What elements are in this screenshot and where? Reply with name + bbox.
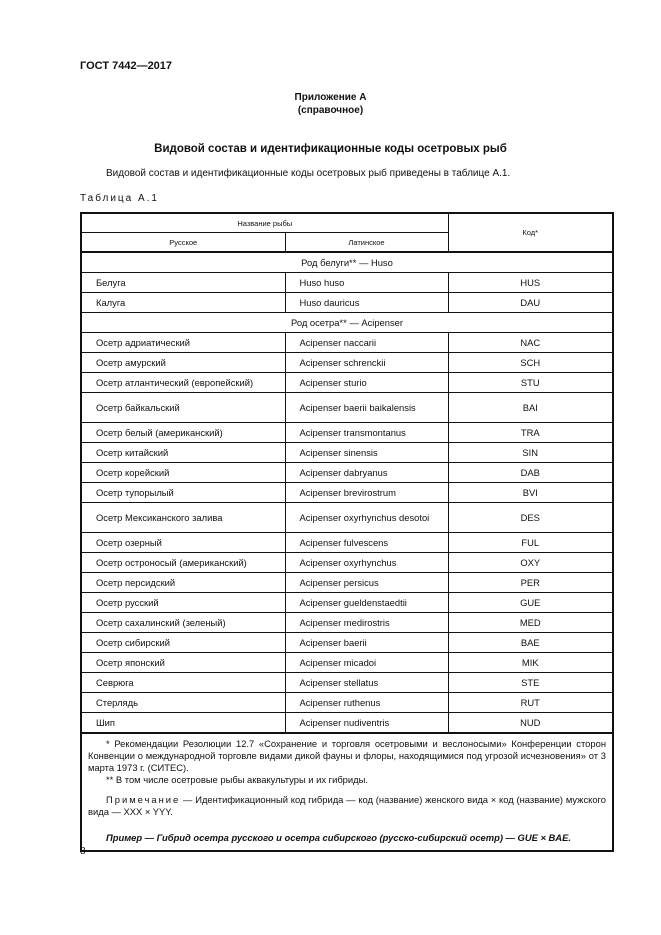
header-russian: Русское: [81, 233, 285, 253]
table-row: [81, 553, 613, 573]
latin-name: Acipenser oxyrhynchus: [285, 553, 448, 573]
latin-name: Acipenser brevirostrum: [285, 483, 448, 503]
section-title: Видовой состав и идентификационные коды осетровых рыб: [154, 143, 507, 155]
footnote-2: ** В том числе осетровые рыбы аквакультуры и их гибриды.: [106, 774, 368, 785]
russian-name: Осетр атлантический (европейский): [81, 373, 285, 393]
species-code: MED: [448, 613, 613, 633]
table-row: [81, 503, 613, 533]
russian-name: Осетр корейский: [81, 463, 285, 483]
species-code: BAE: [448, 633, 613, 653]
latin-name: Acipenser baerii: [285, 633, 448, 653]
latin-name: Acipenser sturio: [285, 373, 448, 393]
table-row: [81, 653, 613, 673]
species-code: STE: [448, 673, 613, 693]
header-code: Код*: [448, 213, 613, 252]
species-code: DES: [448, 503, 613, 533]
latin-name: Acipenser micadoi: [285, 653, 448, 673]
species-code: DAU: [448, 293, 613, 313]
group-header: Род осетра** — Acipenser: [81, 313, 613, 333]
table-row: [81, 573, 613, 593]
species-code: TRA: [448, 423, 613, 443]
species-code: BVI: [448, 483, 613, 503]
russian-name: Осетр русский: [81, 593, 285, 613]
table-row: [81, 353, 613, 373]
species-code: NAC: [448, 333, 613, 353]
species-code: STU: [448, 373, 613, 393]
table-note: [88, 794, 606, 818]
latin-name: Acipenser naccarii: [285, 333, 448, 353]
latin-name: Acipenser schrenckii: [285, 353, 448, 373]
note-text: — Идентификационный код гибрида — код (название) женского вида × код (название) мужского вида — XXX × YYY.: [88, 794, 606, 817]
table-row: [81, 483, 613, 503]
table-row: [81, 593, 613, 613]
species-table: [80, 212, 614, 852]
latin-name: Huso dauricus: [285, 293, 448, 313]
table-row: [81, 693, 613, 713]
latin-name: Acipenser persicus: [285, 573, 448, 593]
footnote-1: * Рекомендации Резолюции 12.7 «Сохранение и торговля осетровыми и веслоносыми» Конференции сторон Конвенции о международной торговле видами дикой фауны и флоры, находящимися под угрозой исчезновения» от 3 марта 1973 г. (СИТЕС).: [88, 738, 606, 773]
latin-name: Acipenser stellatus: [285, 673, 448, 693]
russian-name: Осетр Мексиканского залива: [81, 503, 285, 533]
intro-text: Видовой состав и идентификационные коды осетровых рыб приведены в таблице А.1.: [106, 168, 511, 179]
species-code: SIN: [448, 443, 613, 463]
latin-name: Acipenser medirostris: [285, 613, 448, 633]
russian-name: Шип: [81, 713, 285, 734]
russian-name: Осетр озерный: [81, 533, 285, 553]
appendix-subtitle: (справочное): [297, 105, 364, 116]
table-row: [81, 533, 613, 553]
russian-name: Осетр остроносый (американский): [81, 553, 285, 573]
latin-name: Acipenser baerii baikalensis: [285, 393, 448, 423]
table-row: [81, 293, 613, 313]
russian-name: Белуга: [81, 273, 285, 293]
page-number: 8: [80, 846, 86, 857]
species-code: BAI: [448, 393, 613, 423]
note-label: Примечание: [106, 794, 181, 805]
table-row: [81, 633, 613, 653]
species-code: RUT: [448, 693, 613, 713]
header-name: Название рыбы: [81, 213, 448, 233]
russian-name: Осетр тупорылый: [81, 483, 285, 503]
russian-name: Осетр китайский: [81, 443, 285, 463]
table-row: [81, 463, 613, 483]
latin-name: Acipenser fulvescens: [285, 533, 448, 553]
russian-name: Осетр байкальский: [81, 393, 285, 423]
species-code: DAB: [448, 463, 613, 483]
group-header: Род белуги** — Huso: [81, 252, 613, 273]
example-text: Пример — Гибрид осетра русского и осетра сибирского (русско-сибирский осетр) — GUE × BAE.: [106, 832, 571, 843]
species-code: OXY: [448, 553, 613, 573]
table-row: [81, 673, 613, 693]
header-latin: Латинское: [285, 233, 448, 253]
table-row: [81, 443, 613, 463]
russian-name: Осетр белый (американский): [81, 423, 285, 443]
latin-name: Acipenser transmontanus: [285, 423, 448, 443]
species-code: HUS: [448, 273, 613, 293]
species-code: GUE: [448, 593, 613, 613]
latin-name: Acipenser oxyrhynchus desotoi: [285, 503, 448, 533]
latin-name: Acipenser ruthenus: [285, 693, 448, 713]
table-row: [81, 373, 613, 393]
russian-name: Севрюга: [81, 673, 285, 693]
russian-name: Осетр персидский: [81, 573, 285, 593]
russian-name: Осетр японский: [81, 653, 285, 673]
russian-name: Стерлядь: [81, 693, 285, 713]
russian-name: Осетр сибирский: [81, 633, 285, 653]
latin-name: Acipenser sinensis: [285, 443, 448, 463]
table-caption: Таблица А.1: [80, 193, 159, 204]
russian-name: Осетр амурский: [81, 353, 285, 373]
species-code: PER: [448, 573, 613, 593]
russian-name: Осетр сахалинский (зеленый): [81, 613, 285, 633]
table-row: [81, 333, 613, 353]
russian-name: Калуга: [81, 293, 285, 313]
table-row: [81, 423, 613, 443]
table-footnotes: [81, 733, 613, 851]
doc-header: ГОСТ 7442—2017: [80, 60, 173, 72]
species-code: NUD: [448, 713, 613, 734]
appendix-title: Приложение А: [294, 92, 367, 103]
table-row: [81, 713, 613, 734]
species-code: SCH: [448, 353, 613, 373]
latin-name: Acipenser nudiventris: [285, 713, 448, 734]
species-code: FUL: [448, 533, 613, 553]
table-row: [81, 393, 613, 423]
latin-name: Acipenser dabryanus: [285, 463, 448, 483]
russian-name: Осетр адриатический: [81, 333, 285, 353]
species-code: MIK: [448, 653, 613, 673]
latin-name: Huso huso: [285, 273, 448, 293]
table-row: [81, 613, 613, 633]
latin-name: Acipenser gueldenstaedtii: [285, 593, 448, 613]
table-row: [81, 273, 613, 293]
